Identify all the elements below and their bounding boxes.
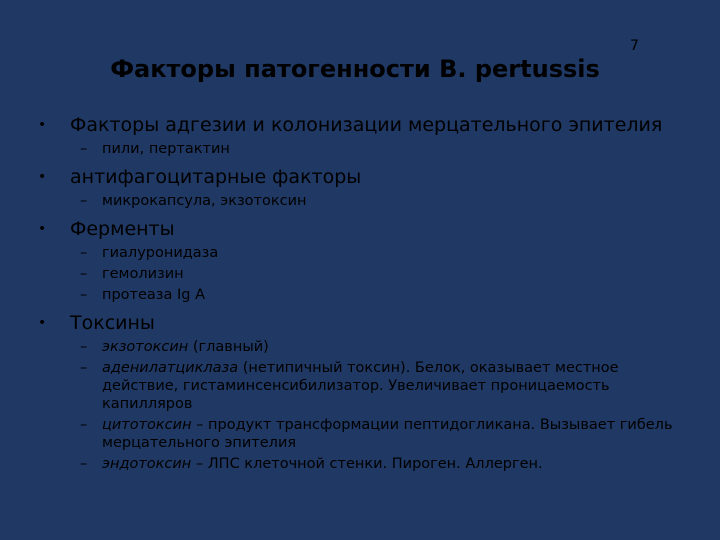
dash-icon: – bbox=[80, 456, 88, 472]
toxin-name: аденилатциклаза bbox=[102, 360, 239, 376]
sub-item bbox=[80, 140, 688, 158]
sub-item bbox=[80, 265, 688, 283]
dash-icon: – bbox=[80, 360, 88, 376]
dash-icon: – bbox=[80, 193, 88, 209]
bullet-text: Ферменты bbox=[70, 218, 175, 240]
bullet-icon: • bbox=[38, 117, 47, 133]
bullet-text: Токсины bbox=[70, 312, 155, 334]
sub-item bbox=[80, 192, 688, 210]
sub-item-text: пили, пертактин bbox=[102, 141, 230, 157]
sub-item-text: протеаза Ig A bbox=[102, 287, 206, 303]
sub-item bbox=[80, 286, 688, 304]
slide-number: 7 bbox=[630, 38, 639, 54]
bullet-adhesion-factors bbox=[38, 113, 688, 137]
sub-item-text: гиалуронидаза bbox=[102, 245, 219, 261]
toxin-item bbox=[80, 455, 688, 473]
bullet-antiphagocytic-factors bbox=[38, 165, 688, 189]
dash-icon: – bbox=[80, 417, 88, 433]
bullet-enzymes bbox=[38, 217, 688, 241]
toxin-description: – ЛПС клеточной стенки. Пироген. Аллерген. bbox=[191, 456, 543, 472]
bullet-icon: • bbox=[38, 221, 47, 237]
sub-item-text: гемолизин bbox=[102, 266, 184, 282]
dash-icon: – bbox=[80, 287, 88, 303]
bullet-text: антифагоцитарные факторы bbox=[70, 166, 362, 188]
toxin-item bbox=[80, 359, 688, 413]
toxin-description: – продукт трансформации пептидогликана. Вызывает гибель мерцательного эпителия bbox=[102, 417, 673, 451]
toxin-description: (нетипичный токсин). Белок, оказывает местное действие, гистаминсенсибилизатор. Увеличивает проницаемость капилляров bbox=[102, 360, 619, 412]
toxin-description: (главный) bbox=[188, 339, 269, 355]
dash-icon: – bbox=[80, 141, 88, 157]
bullet-icon: • bbox=[38, 169, 47, 185]
toxin-name: экзотоксин bbox=[102, 339, 189, 355]
dash-icon: – bbox=[80, 266, 88, 282]
bullet-text: Факторы адгезии и колонизации мерцательного эпителия bbox=[70, 114, 663, 136]
dash-icon: – bbox=[80, 339, 88, 355]
dash-icon: – bbox=[80, 245, 88, 261]
toxin-item bbox=[80, 338, 688, 356]
toxin-name: цитотоксин bbox=[102, 417, 192, 433]
slide-title: Факторы патогенности B. pertussis bbox=[110, 55, 600, 83]
sub-item bbox=[80, 244, 688, 262]
slide-content bbox=[38, 113, 688, 473]
sub-item-text: микрокапсула, экзотоксин bbox=[102, 193, 307, 209]
bullet-toxins bbox=[38, 311, 688, 335]
toxin-item bbox=[80, 416, 688, 452]
toxin-name: эндотоксин bbox=[102, 456, 192, 472]
bullet-icon: • bbox=[38, 315, 47, 331]
